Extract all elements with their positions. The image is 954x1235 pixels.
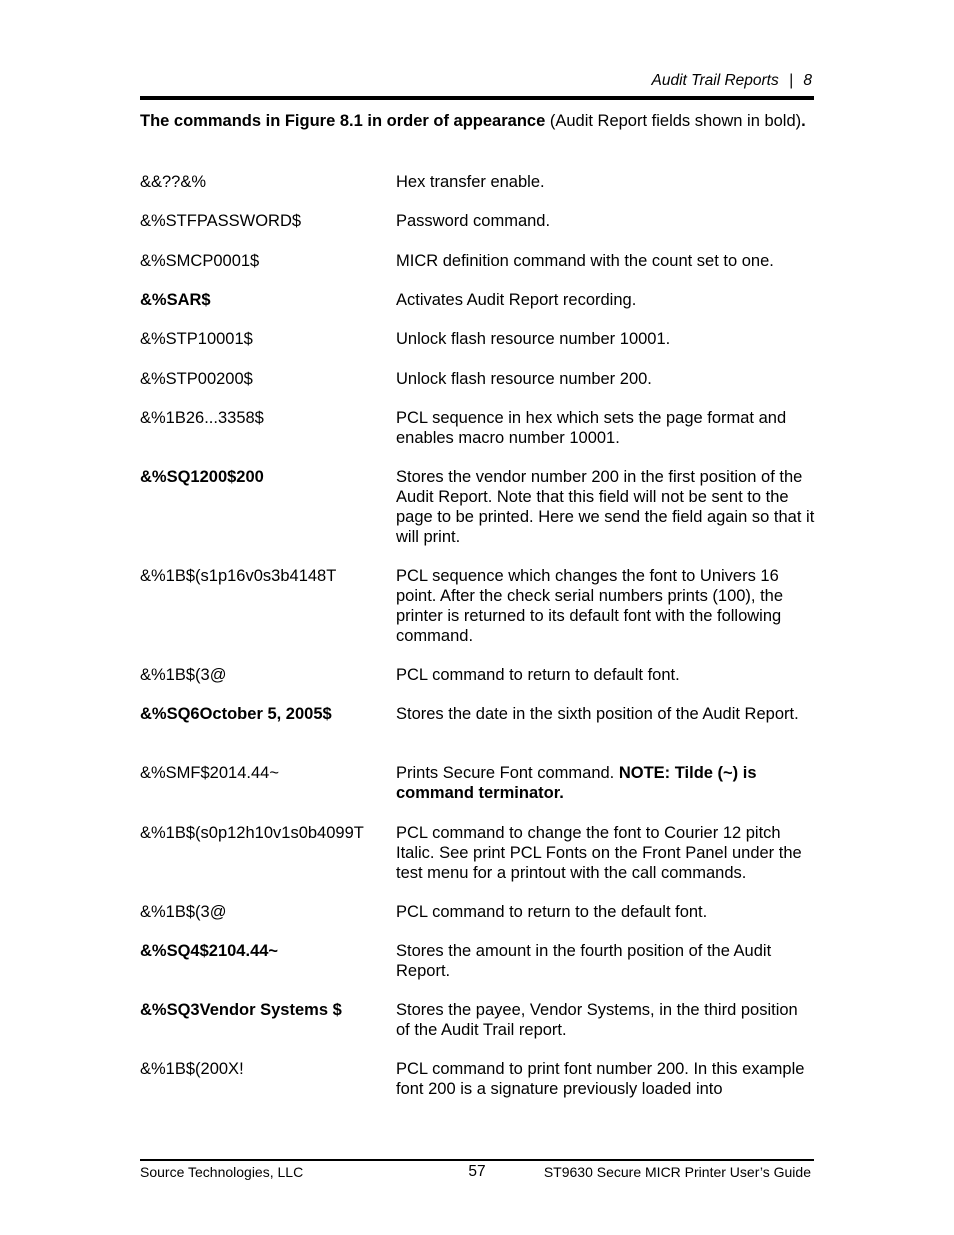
command-code: &%SMCP0001$ [140, 252, 260, 270]
command-description-text: PCL command to print font number 200. In this example font 200 is a signature previously loaded into [396, 1060, 805, 1098]
command-code: &%1B$(200X! [140, 1060, 244, 1078]
command-description-text: PCL command to return to the default font. [396, 903, 708, 921]
command-description-text: MICR definition command with the count set to one. [396, 252, 774, 270]
command-description [396, 1000, 816, 1040]
command-code: &%SAR$ [140, 291, 211, 309]
command-note: NOTE: Tilde (~) is command terminator. [396, 764, 757, 802]
footer-rule [140, 1159, 814, 1161]
command-description [396, 369, 816, 389]
intro-normal-text: (Audit Report fields shown in bold) [545, 112, 802, 130]
command-code: &%1B$(s0p12h10v1s0b4099T [140, 824, 364, 842]
command-description [396, 763, 816, 803]
footer-guide-title: ST9630 Secure MICR Printer User’s Guide [543, 1164, 811, 1180]
intro-bold-text: The commands in Figure 8.1 in order of appearance [140, 112, 546, 130]
command-description [396, 566, 816, 646]
command-code: &%1B26...3358$ [140, 409, 264, 427]
command-description-text: Unlock flash resource number 10001. [396, 330, 671, 348]
header-section-title: Audit Trail Reports [651, 72, 779, 89]
command-description [396, 665, 816, 685]
command-code: &%SQ6October 5, 2005$ [140, 705, 332, 723]
command-description-text: Unlock flash resource number 200. [396, 370, 652, 388]
command-description [396, 290, 816, 310]
command-code: &%STP00200$ [140, 370, 253, 388]
command-description [396, 902, 816, 922]
command-description [396, 211, 816, 231]
command-code: &%STP10001$ [140, 330, 253, 348]
command-code: &%STFPASSWORD$ [140, 212, 302, 230]
command-code: &%1B$(3@ [140, 666, 227, 684]
command-code: &&??&% [140, 173, 207, 191]
page-number: 57 [468, 1163, 486, 1180]
footer-company: Source Technologies, LLC [140, 1164, 304, 1180]
header-chapter-number: 8 [803, 72, 812, 89]
command-description [396, 467, 816, 547]
command-description [396, 1059, 816, 1099]
command-description [396, 251, 816, 271]
command-description-text: Hex transfer enable. [396, 173, 545, 191]
command-description [396, 823, 816, 883]
command-description-text: Stores the amount in the fourth position of the Audit Report. [396, 942, 772, 980]
command-description [396, 704, 816, 724]
command-description-text: Stores the payee, Vendor Systems, in the third position of the Audit Trail report. [396, 1001, 798, 1039]
command-code: &%SQ3Vendor Systems $ [140, 1001, 342, 1019]
command-description-text: PCL command to return to default font. [396, 666, 680, 684]
command-description [396, 408, 816, 448]
intro-period: . [801, 112, 806, 130]
command-description-text: Stores the vendor number 200 in the first position of the Audit Report. Note that this field will not be sent to the page to be printed. Here we send the field again so that it will print. [396, 468, 815, 546]
command-description [396, 172, 816, 192]
command-description-text: Prints Secure Font command. [396, 764, 619, 782]
command-description-text: Stores the date in the sixth position of the Audit Report. [396, 705, 799, 723]
command-code: &%SMF$2014.44~ [140, 764, 279, 782]
command-description-text: PCL sequence in hex which sets the page format and enables macro number 10001. [396, 409, 787, 447]
command-description-text: Activates Audit Report recording. [396, 291, 637, 309]
command-description-text: PCL command to change the font to Courier 12 pitch Italic. See print PCL Fonts on the Front Panel under the test menu for a printout with the call commands. [396, 824, 802, 882]
command-code: &%SQ1200$200 [140, 468, 264, 486]
command-code: &%1B$(3@ [140, 903, 227, 921]
command-description-text: Password command. [396, 212, 551, 230]
command-description-text: PCL sequence which changes the font to Univers 16 point. After the check serial numbers prints (100), the printer is returned to its default font with the following command. [396, 567, 784, 645]
command-description [396, 941, 816, 981]
header-separator: | [789, 72, 794, 89]
command-code: &%SQ4$2104.44~ [140, 942, 279, 960]
command-code: &%1B$(s1p16v0s3b4148T [140, 567, 337, 585]
command-description [396, 329, 816, 349]
